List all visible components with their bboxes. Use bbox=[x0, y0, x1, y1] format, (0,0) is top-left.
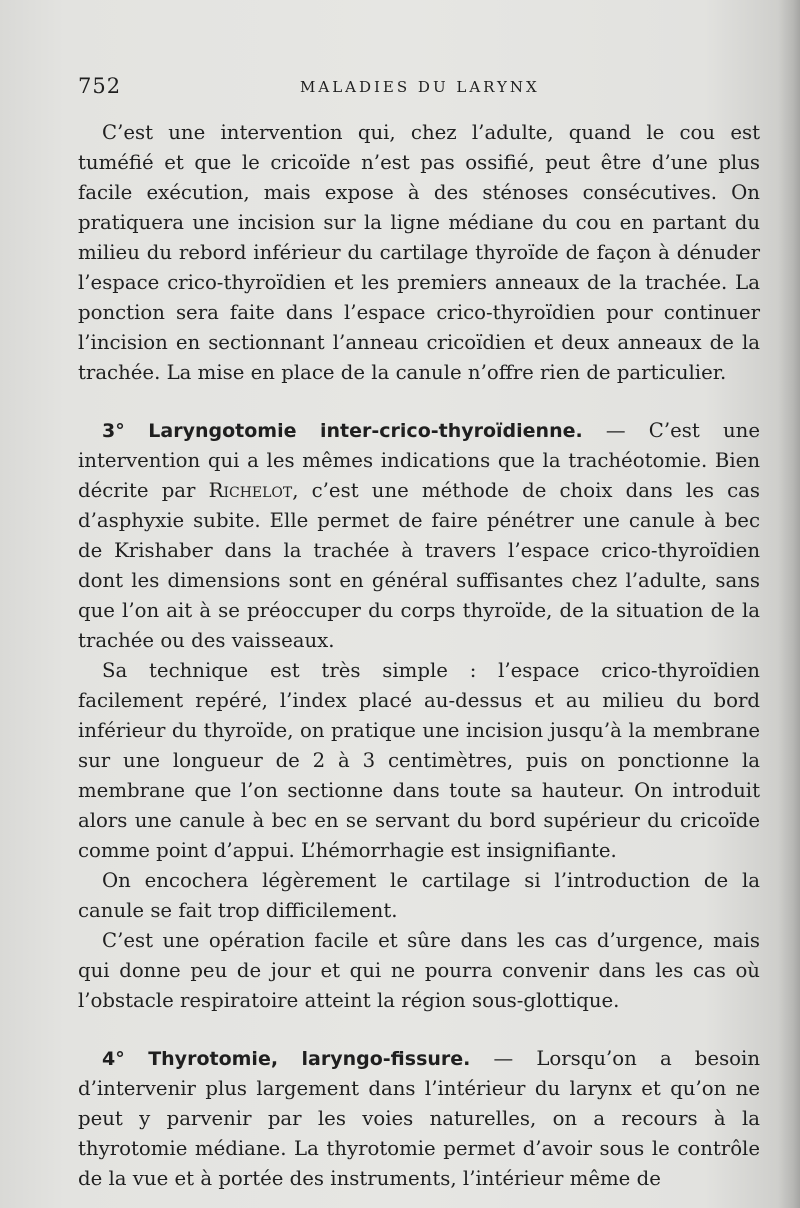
running-head bbox=[78, 74, 758, 102]
body-text bbox=[78, 118, 760, 1194]
section-heading-4: 4° Thyrotomie, laryngo-fissure. bbox=[102, 1048, 471, 1070]
section-thyrotomie bbox=[78, 1044, 760, 1194]
section-heading-3: 3° Laryngotomie inter-crico-thyroïdienne. bbox=[102, 420, 583, 442]
section-4-text: — Lorsqu’on a besoin d’intervenir plus largement dans l’intérieur du larynx et qu’on ne peut y parvenir par les voies naturelles, on a recours à la thyrotomie médiane. La thyrotomie permet d’avoir sous le contrôle de la vue et à portée des instruments, l’intérieur même de bbox=[78, 1047, 760, 1190]
page-number: 752 bbox=[78, 74, 122, 98]
section-3-text-b: , c’est une méthode de choix dans les cas d’asphyxie subite. Elle permet de faire pénétrer une canule à bec de Krishaber dans la trachée à travers l’espace crico-thyroïdien dont les dimensions sont en général suffisantes chez l’adulte, sans que l’on ait à se préoccuper du corps thyroïde, de la situation de la trachée ou des vaisseaux. bbox=[78, 479, 760, 652]
author-name: Richelot bbox=[208, 479, 293, 502]
section-3-text-a: — C’est une intervention qui a les mêmes indications que la trachéotomie. Bien décrite par bbox=[78, 419, 760, 502]
paragraph-operation: C’est une opération facile et sûre dans les cas d’urgence, mais qui donne peu de jour et qui ne pourra convenir dans les cas où l’obstacle respiratoire atteint la région sous-glottique. bbox=[78, 929, 760, 1012]
page-edge-shadow bbox=[778, 0, 800, 1208]
section-laryngotomie bbox=[78, 416, 760, 656]
running-title: MALADIES DU LARYNX bbox=[300, 78, 540, 96]
paragraph-intro: C’est une intervention qui, chez l’adulte, quand le cou est tuméfié et que le cricoïde n’est pas ossifié, peut être d’une plus facile exécution, mais expose à des sténoses consécutives. On pratiquera une incision sur la ligne médiane du cou en partant du milieu du rebord inférieur du cartilage thyroïde de façon à dénuder l’espace crico-thyroïdien et les premiers anneaux de la trachée. La ponction sera faite dans l’espace crico-thyroïdien pour continuer l’incision en sectionnant l’anneau cricoïdien et deux anneaux de la trachée. La mise en place de la canule n’offre rien de particulier. bbox=[78, 121, 760, 384]
paragraph-encochera: On encochera légèrement le cartilage si l’introduction de la canule se fait trop difficilement. bbox=[78, 869, 760, 922]
paragraph-technique: Sa technique est très simple : l’espace crico-thyroïdien facilement repéré, l’index placé au-dessus et au milieu du bord inférieur du thyroïde, on pratique une incision jusqu’à la membrane sur une longueur de 2 à 3 centimètres, puis on ponctionne la membrane que l’on sectionne dans toute sa hauteur. On introduit alors une canule à bec en se servant du bord supérieur du cricoïde comme point d’appui. L’hémorrhagie est insignifiante. bbox=[78, 659, 760, 862]
